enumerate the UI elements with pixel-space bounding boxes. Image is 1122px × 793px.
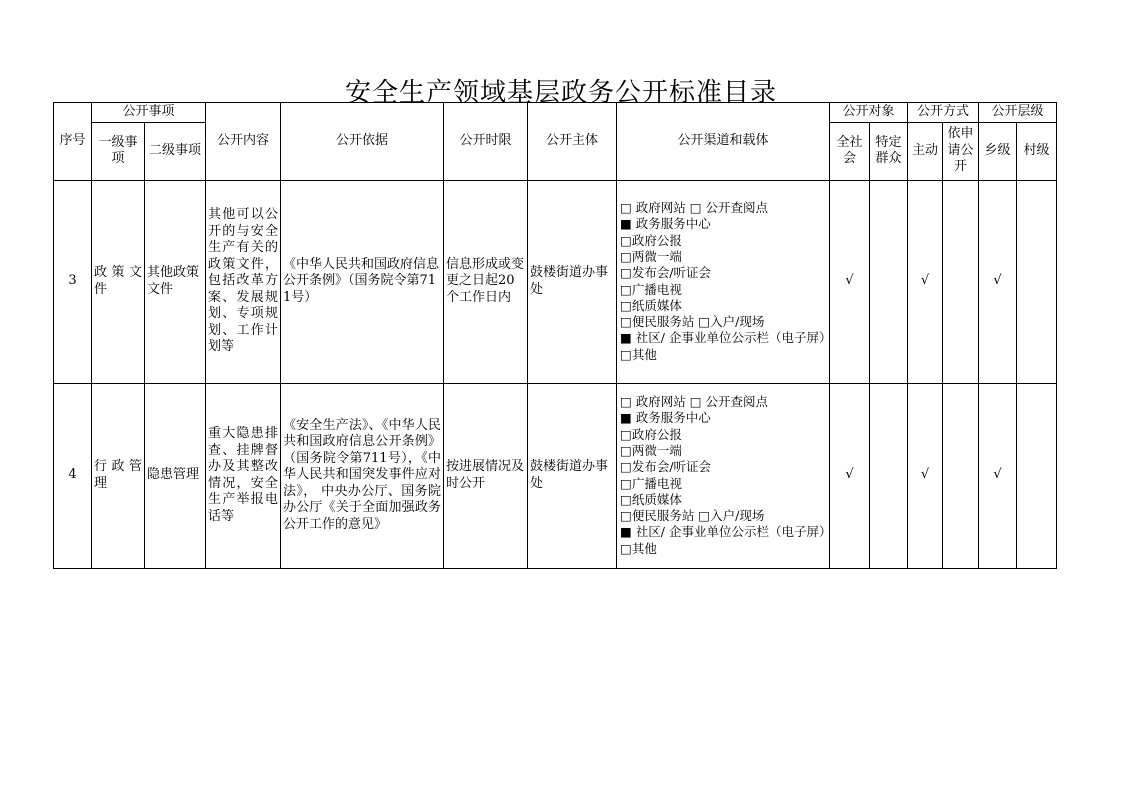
check-village (1017, 180, 1057, 383)
header-method: 公开方式 (908, 103, 979, 123)
channel-item: □政府公报 (620, 232, 682, 248)
header-all-society: 全社会 (830, 122, 870, 180)
row-basis: 《中华人民共和国政府信息公开条例》（国务院令第711号） (281, 180, 444, 383)
channel-item: ■ 社区/ 企事业单位公示栏（电子屏） (620, 330, 832, 346)
channel-item: ■ 政务服务中心 (620, 216, 711, 232)
channel-item: □其他 (620, 346, 657, 362)
channel-item: □两微一端 (620, 442, 682, 458)
row-time-limit: 按进展情况及时公开 (444, 383, 528, 568)
check-active: √ (908, 383, 943, 568)
row-time-limit: 信息形成或变更之日起20个工作日内 (444, 180, 528, 383)
header-village: 村级 (1017, 122, 1057, 180)
row-index: 3 (54, 180, 92, 383)
row-channels (617, 180, 830, 383)
channel-item: □发布会/听证会 (620, 265, 712, 281)
header-active: 主动 (908, 122, 943, 180)
row-level1: 行 政 管理 (92, 383, 145, 568)
check-all-society: √ (830, 383, 870, 568)
header-audience: 公开对象 (830, 103, 908, 123)
row-subject: 鼓楼街道办事处 (528, 383, 617, 568)
row-channels (617, 383, 830, 568)
channel-item: □便民服务站 □入户/现场 (620, 314, 765, 330)
channel-item: □其他 (620, 540, 657, 556)
channel-item: ■ 政务服务中心 (620, 410, 711, 426)
row-subject: 鼓楼街道办事处 (528, 180, 617, 383)
page-title: 安全生产领域基层政务公开标准目录 (344, 78, 777, 108)
header-basis: 公开依据 (281, 103, 444, 181)
check-village (1017, 383, 1057, 568)
channel-item: □政府公报 (620, 426, 682, 442)
check-specific-groups (870, 383, 908, 568)
header-index: 序号 (54, 103, 92, 181)
channel-item: □纸质媒体 (620, 297, 682, 313)
check-all-society: √ (830, 180, 870, 383)
header-level2: 二级事项 (145, 122, 206, 180)
header-on-request: 依申请公开 (943, 122, 979, 180)
channel-item: □ 政府网站 □ 公开查阅点 (620, 200, 769, 216)
row-content: 其他可以公开的与安全生产有关的政策文件，包括改革方案、发展规划、专项规划、工作计划等 (206, 180, 281, 383)
row-basis: 《安全生产法》、《中华人民共和国政府信息公开条例》（国务院令第711号），《中华人民共和国突发事件应对法》， 中央办公厅、国务院办公厅《关于全面加强政务公开工作的意见》 (281, 383, 444, 568)
channel-item: ■ 社区/ 企事业单位公示栏（电子屏） (620, 524, 832, 540)
header-level: 公开层级 (979, 103, 1057, 123)
header-subject: 公开主体 (528, 103, 617, 181)
channel-item: □两微一端 (620, 248, 682, 264)
row-content: 重大隐患排查、挂牌督办及其整改情况，安全生产举报电话等 (206, 383, 281, 568)
header-level1: 一级事项 (92, 122, 145, 180)
channel-item: □广播电视 (620, 281, 682, 297)
header-time-limit: 公开时限 (444, 103, 528, 181)
row-level2: 隐患管理 (145, 383, 206, 568)
check-active: √ (908, 180, 943, 383)
row-level2: 其他政策文件 (145, 180, 206, 383)
check-specific-groups (870, 180, 908, 383)
check-township: √ (979, 180, 1017, 383)
channel-item: □ 政府网站 □ 公开查阅点 (620, 394, 769, 410)
table-row (54, 180, 1057, 383)
header-channels: 公开渠道和载体 (617, 103, 830, 181)
check-on-request (943, 383, 979, 568)
check-on-request (943, 180, 979, 383)
header-content: 公开内容 (206, 103, 281, 181)
channel-item: □发布会/听证会 (620, 459, 712, 475)
channel-item: □广播电视 (620, 475, 682, 491)
header-specific-groups: 特定群众 (870, 122, 908, 180)
channel-item: □纸质媒体 (620, 491, 682, 507)
check-township: √ (979, 383, 1017, 568)
catalog-table (53, 102, 1057, 569)
row-index: 4 (54, 383, 92, 568)
table-row (54, 383, 1057, 568)
channel-item: □便民服务站 □入户/现场 (620, 508, 765, 524)
header-items: 公开事项 (92, 103, 206, 123)
header-township: 乡级 (979, 122, 1017, 180)
row-level1: 政 策 文件 (92, 180, 145, 383)
header-row-1 (54, 103, 1057, 123)
